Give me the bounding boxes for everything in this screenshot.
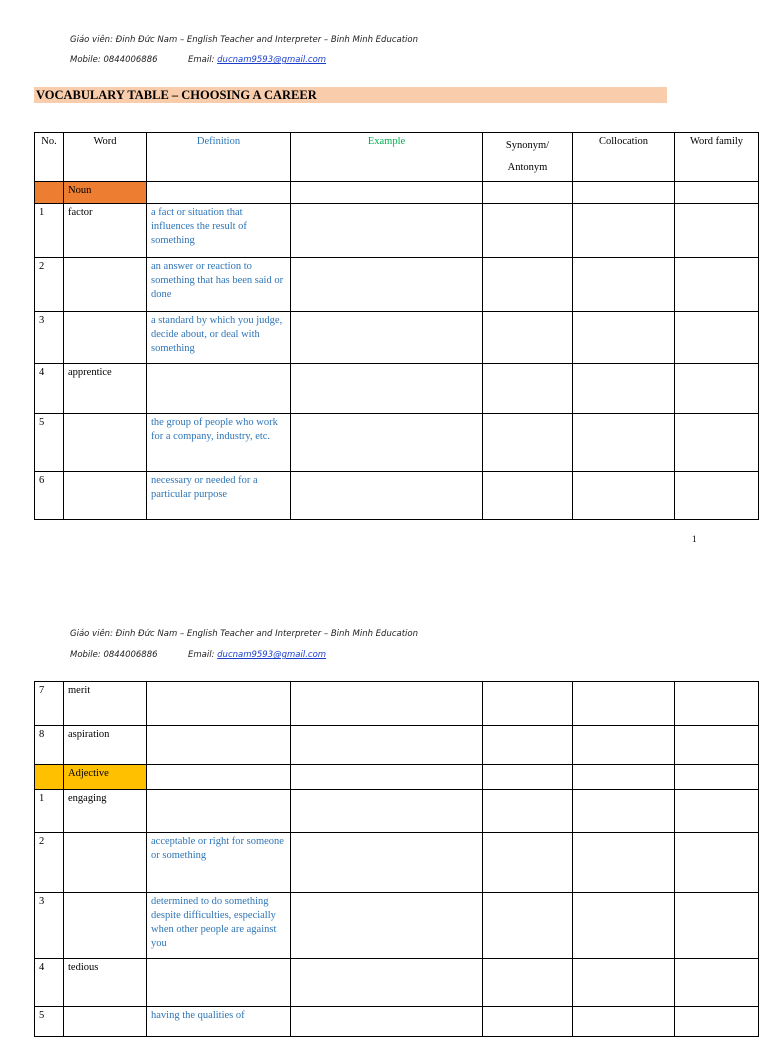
table-cell[interactable] bbox=[147, 765, 291, 790]
row-example[interactable] bbox=[291, 893, 483, 959]
row-word-family[interactable] bbox=[675, 364, 759, 414]
row-synonym[interactable] bbox=[483, 258, 573, 312]
row-number: 8 bbox=[35, 726, 64, 765]
row-synonym[interactable] bbox=[483, 472, 573, 520]
row-example[interactable] bbox=[291, 364, 483, 414]
row-number: 3 bbox=[35, 312, 64, 364]
row-word[interactable] bbox=[64, 258, 147, 312]
row-synonym[interactable] bbox=[483, 312, 573, 364]
row-example[interactable] bbox=[291, 726, 483, 765]
vocabulary-table-page-2 bbox=[34, 681, 759, 1037]
row-word-family[interactable] bbox=[675, 204, 759, 258]
row-synonym[interactable] bbox=[483, 959, 573, 1007]
teacher-header-page-2: Giáo viên: Đinh Đức Nam – English Teacher and Interpreter – Binh Minh Education bbox=[70, 629, 419, 639]
col-word-family: Word family bbox=[675, 133, 759, 182]
table-row bbox=[35, 204, 759, 258]
row-definition bbox=[147, 364, 291, 414]
category-row-noun bbox=[35, 182, 759, 204]
row-collocation[interactable] bbox=[573, 472, 675, 520]
email-link[interactable]: ducnam9593@gmail.com bbox=[217, 55, 327, 65]
row-collocation[interactable] bbox=[573, 790, 675, 833]
row-example[interactable] bbox=[291, 258, 483, 312]
row-word-family[interactable] bbox=[675, 726, 759, 765]
table-row bbox=[35, 364, 759, 414]
table-row bbox=[35, 472, 759, 520]
table-row bbox=[35, 312, 759, 364]
row-synonym[interactable] bbox=[483, 364, 573, 414]
email-line-page-2 bbox=[188, 650, 326, 660]
row-synonym[interactable] bbox=[483, 790, 573, 833]
row-definition bbox=[147, 682, 291, 726]
row-word[interactable]: apprentice bbox=[64, 364, 147, 414]
row-word-family[interactable] bbox=[675, 472, 759, 520]
category-cell-blank bbox=[35, 182, 64, 204]
row-definition: necessary or needed for a particular purpose bbox=[147, 472, 291, 520]
category-row-adjective bbox=[35, 765, 759, 790]
row-example[interactable] bbox=[291, 414, 483, 472]
row-definition: the group of people who work for a company, industry, etc. bbox=[147, 414, 291, 472]
col-synonym-b: Antonym bbox=[507, 162, 548, 173]
row-example[interactable] bbox=[291, 790, 483, 833]
row-definition: a fact or situation that influences the result of something bbox=[147, 204, 291, 258]
table-cell[interactable] bbox=[675, 182, 759, 204]
row-word-family[interactable] bbox=[675, 959, 759, 1007]
row-word-family[interactable] bbox=[675, 893, 759, 959]
row-word-family[interactable] bbox=[675, 682, 759, 726]
row-example[interactable] bbox=[291, 682, 483, 726]
page-title: VOCABULARY TABLE – CHOOSING A CAREER bbox=[34, 87, 667, 103]
row-word[interactable] bbox=[64, 414, 147, 472]
row-number: 5 bbox=[35, 414, 64, 472]
mobile-number: Mobile: 0844006886 bbox=[70, 55, 158, 65]
table-cell[interactable] bbox=[291, 765, 483, 790]
row-number: 4 bbox=[35, 959, 64, 1007]
mobile-number-page-2: Mobile: 0844006886 bbox=[70, 650, 158, 660]
col-no: No. bbox=[35, 133, 64, 182]
row-definition: determined to do something despite difficulties, especially when other people are against you bbox=[147, 893, 291, 959]
row-number: 3 bbox=[35, 893, 64, 959]
row-word[interactable]: merit bbox=[64, 682, 147, 726]
table-row bbox=[35, 893, 759, 959]
col-word: Word bbox=[64, 133, 147, 182]
table-row bbox=[35, 258, 759, 312]
row-synonym[interactable] bbox=[483, 1007, 573, 1037]
table-cell[interactable] bbox=[483, 765, 573, 790]
row-word-family[interactable] bbox=[675, 312, 759, 364]
row-collocation[interactable] bbox=[573, 204, 675, 258]
table-cell[interactable] bbox=[573, 765, 675, 790]
table-row bbox=[35, 726, 759, 765]
row-collocation[interactable] bbox=[573, 312, 675, 364]
teacher-header: Giáo viên: Đinh Đức Nam – English Teacher and Interpreter – Binh Minh Education bbox=[70, 35, 419, 45]
col-example: Example bbox=[291, 133, 483, 182]
row-definition bbox=[147, 959, 291, 1007]
row-collocation[interactable] bbox=[573, 833, 675, 893]
row-definition: having the qualities of bbox=[147, 1007, 291, 1037]
row-number: 2 bbox=[35, 833, 64, 893]
table-row bbox=[35, 682, 759, 726]
row-word[interactable]: factor bbox=[64, 204, 147, 258]
row-word-family[interactable] bbox=[675, 258, 759, 312]
row-word[interactable] bbox=[64, 1007, 147, 1037]
col-definition: Definition bbox=[147, 133, 291, 182]
email-line bbox=[188, 55, 326, 65]
row-definition bbox=[147, 726, 291, 765]
table-row bbox=[35, 833, 759, 893]
row-word[interactable]: engaging bbox=[64, 790, 147, 833]
row-example[interactable] bbox=[291, 312, 483, 364]
category-label-noun: Noun bbox=[64, 182, 147, 204]
row-collocation[interactable] bbox=[573, 414, 675, 472]
row-number: 4 bbox=[35, 364, 64, 414]
email-label: Email: bbox=[188, 55, 218, 65]
row-example[interactable] bbox=[291, 1007, 483, 1037]
row-word-family[interactable] bbox=[675, 790, 759, 833]
vocabulary-table-page-1 bbox=[34, 132, 759, 520]
row-number: 6 bbox=[35, 472, 64, 520]
row-word[interactable] bbox=[64, 893, 147, 959]
row-collocation[interactable] bbox=[573, 258, 675, 312]
row-collocation[interactable] bbox=[573, 893, 675, 959]
table-row bbox=[35, 1007, 759, 1037]
row-word-family[interactable] bbox=[675, 1007, 759, 1037]
row-collocation[interactable] bbox=[573, 682, 675, 726]
row-example[interactable] bbox=[291, 959, 483, 1007]
row-definition bbox=[147, 790, 291, 833]
row-number: 5 bbox=[35, 1007, 64, 1037]
row-word[interactable] bbox=[64, 833, 147, 893]
row-example[interactable] bbox=[291, 204, 483, 258]
col-synonym bbox=[483, 133, 573, 182]
row-synonym[interactable] bbox=[483, 833, 573, 893]
table-row bbox=[35, 414, 759, 472]
col-collocation: Collocation bbox=[573, 133, 675, 182]
row-example[interactable] bbox=[291, 472, 483, 520]
table-row bbox=[35, 790, 759, 833]
email-label: Email: bbox=[188, 650, 218, 660]
page-number: 1 bbox=[692, 534, 697, 544]
table-header-row bbox=[35, 133, 759, 182]
row-definition: a standard by which you judge, decide about, or deal with something bbox=[147, 312, 291, 364]
col-synonym-a: Synonym/ bbox=[505, 140, 550, 151]
row-collocation[interactable] bbox=[573, 364, 675, 414]
row-number: 7 bbox=[35, 682, 64, 726]
table-cell[interactable] bbox=[573, 182, 675, 204]
row-synonym[interactable] bbox=[483, 682, 573, 726]
row-word[interactable]: tedious bbox=[64, 959, 147, 1007]
row-synonym[interactable] bbox=[483, 893, 573, 959]
row-definition: acceptable or right for someone or something bbox=[147, 833, 291, 893]
row-word-family[interactable] bbox=[675, 833, 759, 893]
table-row bbox=[35, 959, 759, 1007]
table-cell[interactable] bbox=[147, 182, 291, 204]
row-number: 1 bbox=[35, 790, 64, 833]
table-cell[interactable] bbox=[291, 182, 483, 204]
row-word[interactable] bbox=[64, 312, 147, 364]
row-synonym[interactable] bbox=[483, 204, 573, 258]
row-number: 1 bbox=[35, 204, 64, 258]
category-label-adjective: Adjective bbox=[64, 765, 147, 790]
row-definition: an answer or reaction to something that has been said or done bbox=[147, 258, 291, 312]
row-synonym[interactable] bbox=[483, 726, 573, 765]
row-word[interactable] bbox=[64, 472, 147, 520]
table-cell[interactable] bbox=[675, 765, 759, 790]
category-cell-blank bbox=[35, 765, 64, 790]
email-link[interactable]: ducnam9593@gmail.com bbox=[217, 650, 327, 660]
row-collocation[interactable] bbox=[573, 959, 675, 1007]
row-synonym[interactable] bbox=[483, 414, 573, 472]
row-collocation[interactable] bbox=[573, 1007, 675, 1037]
row-word[interactable]: aspiration bbox=[64, 726, 147, 765]
row-collocation[interactable] bbox=[573, 726, 675, 765]
row-example[interactable] bbox=[291, 833, 483, 893]
row-word-family[interactable] bbox=[675, 414, 759, 472]
table-cell[interactable] bbox=[483, 182, 573, 204]
row-number: 2 bbox=[35, 258, 64, 312]
